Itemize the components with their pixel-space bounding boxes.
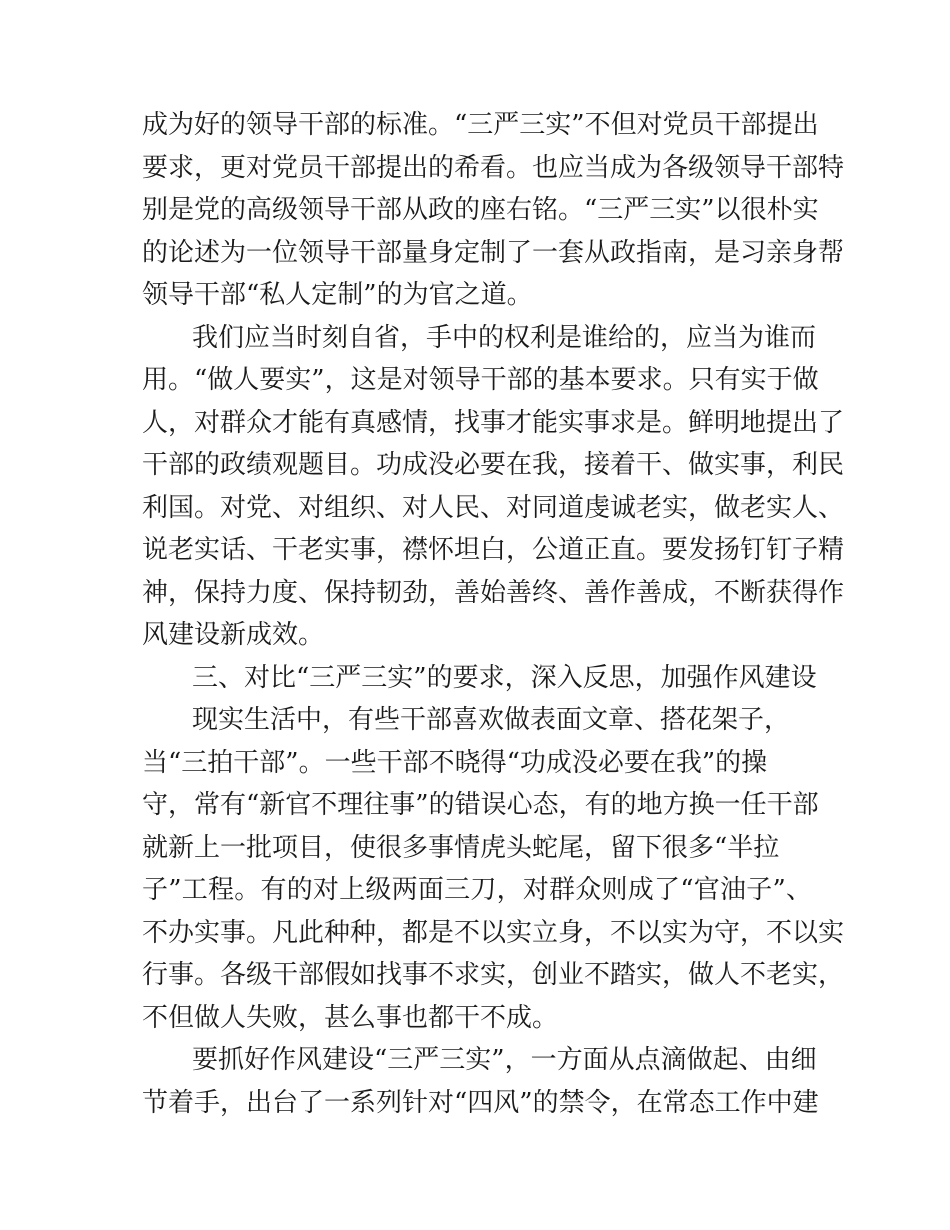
text-line: 人，对群众才能有真感情，找事才能实事求是。鲜明地提出了 [142, 407, 845, 438]
body-text [142, 104, 845, 1124]
text-line: 的论述为一位领导干部量身定制了一套从政指南，是习亲身帮 [142, 237, 845, 268]
text-line: 现实生活中，有些干部喜欢做表面文章、搭花架子， [192, 705, 791, 735]
text-line: 利国。对党、对组织、对人民、对同道虔诚老实，做老实人、 [142, 492, 845, 523]
text-line: 守，常有“新官不理往事”的错误心态，有的地方换一任干部 [142, 790, 819, 820]
text-line: 我们应当时刻自省，手中的权利是谁给的，应当为谁而 [192, 322, 817, 353]
text-line: 别是党的高级领导干部从政的座右铭。“三严三实”以很朴实 [142, 195, 819, 225]
text-line: 风建设新成效。 [142, 620, 325, 650]
text-line: 神，保持力度、保持韧劲，善始善终、善作善成，不断获得作 [142, 577, 845, 608]
text-line: 行事。各级干部假如找事不求实，创业不踏实，做人不老实， [142, 960, 845, 990]
text-line: 就新上一批项目，使很多事情虎头蛇尾，留下很多“半拉 [142, 832, 780, 863]
text-line: 领导干部“私人定制”的为官之道。 [142, 280, 533, 310]
text-line: 不办实事。凡此种种，都是不以实立身，不以实为守，不以实 [142, 917, 845, 948]
text-line: 子”工程。有的对上级两面三刀，对群众则成了“官油子”、 [142, 875, 812, 905]
text-line: 干部的政绩观题目。功成没必要在我，接着干、做实事，利民 [142, 450, 845, 480]
text-line: 说老实话、干老实事，襟怀坦白，公道正直。要发扬钉钉子精 [142, 535, 845, 565]
text-line: 不但做人失败，甚么事也都干不成。 [142, 1002, 559, 1033]
text-line: 当“三拍干部”。一些干部不晓得“功成没必要在我”的操 [142, 747, 768, 778]
text-line: 用。“做人要实”，这是对领导干部的基本要求。只有实于做 [142, 365, 819, 395]
text-line: 成为好的领导干部的标准。“三严三实”不但对党员干部提出 [142, 110, 819, 140]
text-line: 三、对比“三严三实”的要求，深入反思，加强作风建设 [192, 662, 817, 693]
text-line: 节着手，出台了一系列针对“四风”的禁令，在常态工作中建 [142, 1087, 819, 1118]
text-line: 要求，更对党员干部提出的希看。也应当成为各级领导干部特 [142, 152, 845, 183]
text-line: 要抓好作风建设“三严三实”，一方面从点滴做起、由细 [192, 1045, 817, 1075]
